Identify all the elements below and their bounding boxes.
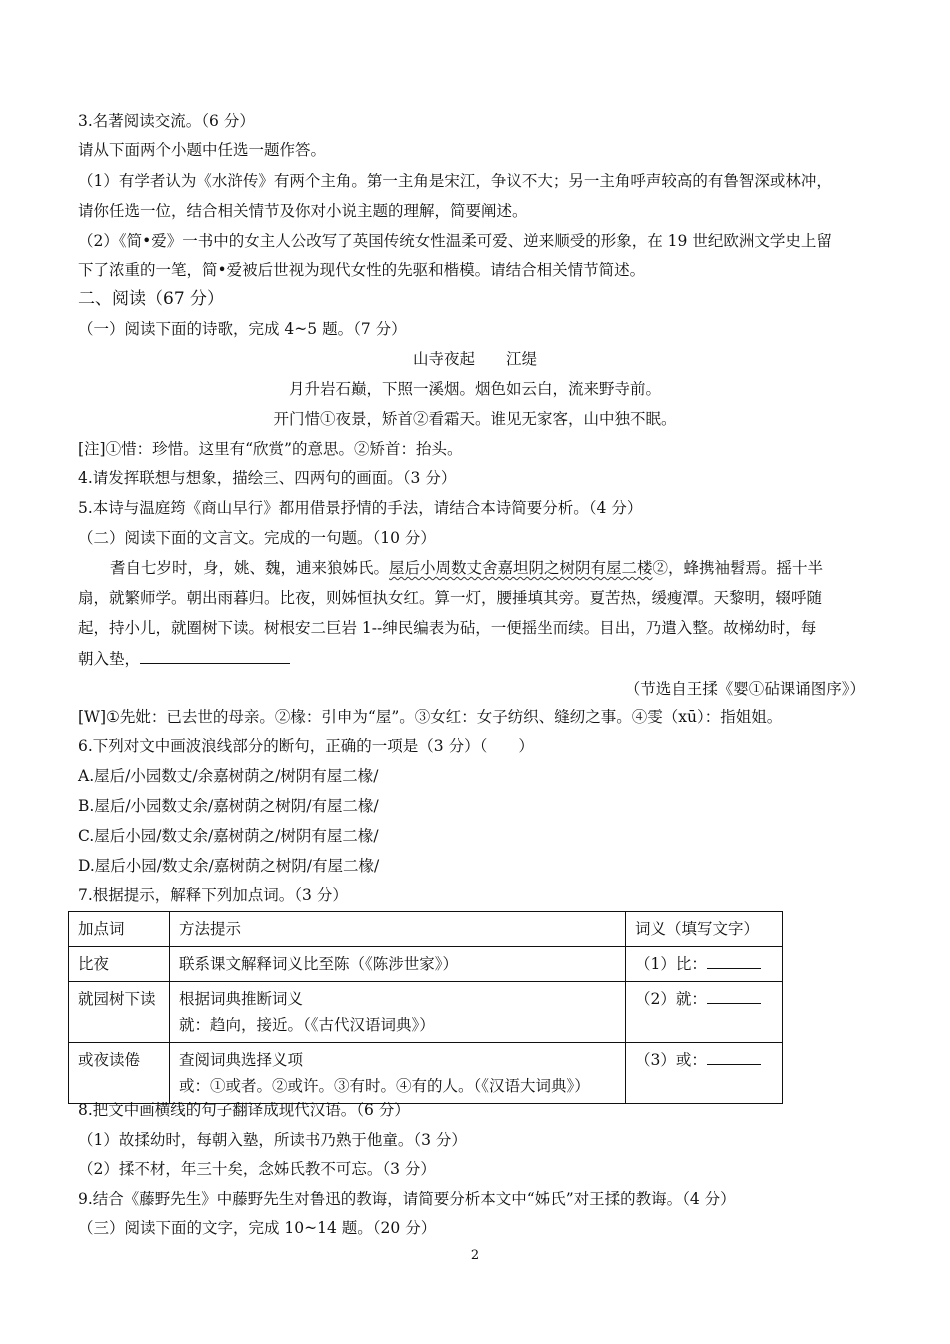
table-row [69, 1043, 783, 1104]
question-8-2: （2）揉不材，年三十矣，念姊氏教不可忘。（3 分） [78, 1160, 436, 1178]
question-8: 8.把文中画横线的句子翻译成现代汉语。（6 分） [78, 1101, 410, 1119]
option-a: A.屋后/小园数丈/余嘉树荫之/树阴有屋二椽/ [78, 767, 379, 785]
question-8-1: （1）故揉幼时，每朝入塾，所读书乃熟于他童。（3 分） [78, 1131, 467, 1149]
passage-line-4-text: 朝入垫， [78, 650, 141, 668]
table-cell-hint: 联系课文解释词义比至陈（《陈涉世家》） [170, 947, 626, 982]
hint-line-1: 查阅词典选择义项 [179, 1051, 304, 1069]
hint-line-2: 或：①或者。②或许。③有时。④有的人。（《汉语大词典》） [179, 1077, 590, 1095]
table-row [69, 947, 783, 982]
hint-line-2: 就：趋向，接近。（《古代汉语词典》） [179, 1016, 435, 1034]
passage-line-1-pre: 耆自七岁时，身，姚、魏，逋来狼姊氏。 [110, 559, 390, 577]
meaning-label: （1）比： [635, 955, 707, 973]
q3-sub1-line1: （1）有学者认为《水浒传》有两个主角。第一主角是宋江，争议不大；另一主角呼声较高的有鲁智深或林冲， [78, 172, 832, 190]
poem-note: [注]①惜：珍惜。这里有“欣赏”的意思。②矫首：抬头。 [78, 440, 463, 458]
q3-title: 3.名著阅读交流。（6 分） [78, 112, 255, 130]
question-4: 4.请发挥联想与想象，描绘三、四两句的画面。（3 分） [78, 469, 457, 487]
question-7: 7.根据提示，解释下列加点词。（3 分） [78, 886, 348, 904]
table-header-word: 加点词 [69, 912, 170, 947]
passage-line-2: 扇，就繁师学。朝出雨暮归。比夜，则姊恒执女红。算一灯，腰捶填其旁。夏苦热，缓瘦潭。天黎明，辍呼随 [78, 589, 823, 607]
question-9: 9.结合《藤野先生》中藤野先生对鲁迅的教诲，请简要分析本文中“姊氏”对王揉的教诲。（4 分） [78, 1190, 736, 1208]
meaning-label: （3）或： [635, 1051, 707, 1069]
table-header-hint: 方法提示 [170, 912, 626, 947]
option-c: C.屋后小园/数丈余/嘉树荫之/树阴有屋二椽/ [78, 827, 379, 845]
q3-sub2-line2: 下了浓重的一笔，简•爱被后世视为现代女性的先驱和楷模。请结合相关情节简述。 [78, 261, 646, 279]
passage-line-4 [78, 647, 290, 670]
table-cell-meaning [626, 1043, 783, 1104]
table-cell-word: 比夜 [69, 947, 170, 982]
table-cell-meaning [626, 947, 783, 982]
part2-heading: （二）阅读下面的文言文。完成的一句题。（10 分） [78, 529, 436, 547]
vocabulary-table [68, 911, 783, 1104]
option-d: D.屋后小园/数丈余/嘉树荫之树阴/有屋二椽/ [78, 857, 380, 875]
page-number: 2 [470, 1248, 480, 1263]
q3-instruction: 请从下面两个小题中任选一题作答。 [78, 141, 327, 159]
part1-heading: （一）阅读下面的诗歌，完成 4~5 题。（7 分） [78, 320, 407, 338]
part3-heading: （三）阅读下面的文字，完成 10~14 题。（20 分） [78, 1219, 437, 1237]
answer-blank[interactable] [707, 1050, 761, 1065]
poem-line-2: 开门惜①夜景，矫首②看霜天。谁见无家客，山中独不眠。 [273, 410, 677, 428]
wavy-underlined-sentence: 屋后小周数丈舍嘉坦阴之树阴有屋二楼 [389, 559, 653, 577]
table-cell-word: 就园树下读 [69, 982, 170, 1043]
q3-sub2-line1: （2）《简•爱》一书中的女主人公改写了英国传统女性温柔可爱、逆来顺受的形象，在 19 世纪欧洲文学史上留 [78, 232, 832, 250]
table-cell-word: 或夜读倦 [69, 1043, 170, 1104]
section-reading-title: 二、阅读（67 分） [78, 289, 225, 309]
passage-line-1 [110, 557, 823, 579]
passage-notes: [W]①先妣：已去世的母亲。②椽：引申为“屋”。③女红：女子纺织、缝纫之事。④雯（xū）：指姐姐。 [78, 708, 783, 726]
meaning-label: （2）就： [635, 990, 707, 1008]
question-5: 5.本诗与温庭筠《商山早行》都用借景抒情的手法，请结合本诗简要分析。（4 分） [78, 499, 643, 517]
table-cell-hint [170, 982, 626, 1043]
question-6: 6.下列对文中画波浪线部分的断句，正确的一项是（3 分）（ ） [78, 737, 534, 755]
passage-line-1-post: ②，蜂携袖髫焉。摇十半 [652, 559, 824, 577]
option-b: B.屋后/小园数丈余/嘉树荫之树阴/有屋二椽/ [78, 797, 379, 815]
table-row [69, 982, 783, 1043]
table-header-row [69, 912, 783, 947]
answer-blank[interactable] [707, 989, 761, 1004]
hint-line-1: 根据词典推断词义 [179, 990, 304, 1008]
poem-line-1: 月升岩石巅，下照一溪烟。烟色如云白，流来野寺前。 [288, 380, 661, 398]
passage-line-3: 起，持小儿，就圈树下读。树根安二巨岩 1--绅民编表为砧，一便摇坐而续。目出，乃遣入整。故梯幼时，每 [78, 619, 817, 637]
q3-sub1-line2: 请你任选一位，结合相关情节及你对小说主题的理解，简要阐述。 [78, 202, 528, 220]
passage-source: （节选自王揉《婴①砧课诵图序》） [624, 680, 865, 698]
fill-in-blank[interactable] [140, 647, 290, 664]
table-header-meaning: 词义（填写文字） [626, 912, 783, 947]
poem-title: 山寺夜起 江缇 [412, 350, 537, 368]
table-cell-meaning [626, 982, 783, 1043]
answer-blank[interactable] [707, 954, 761, 969]
table-cell-hint [170, 1043, 626, 1104]
